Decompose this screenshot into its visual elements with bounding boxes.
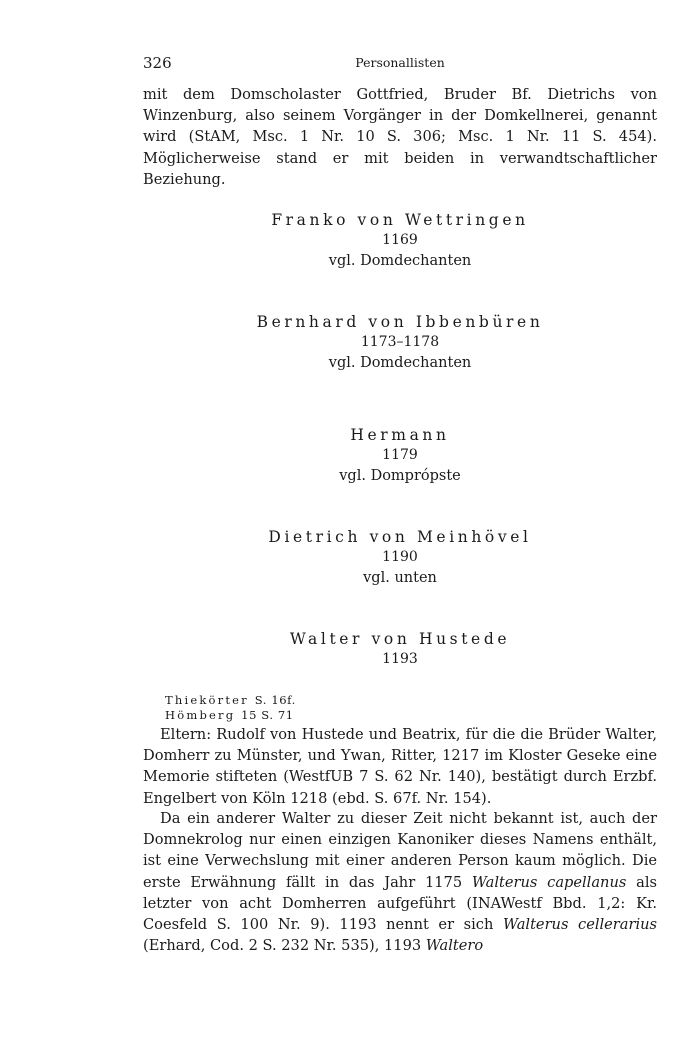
entry-name: Bernhard von Ibbenbüren (256, 313, 544, 331)
latin-quotation: Walterus cellerarius (502, 916, 658, 934)
entry-reference: vgl. unten (363, 570, 437, 586)
literature-reference: 15 S. 71 (241, 708, 294, 722)
literature-entry (165, 708, 294, 723)
entry-date: 1190 (382, 549, 418, 565)
latin-quotation: Waltero (425, 937, 484, 955)
entry-date: 1193 (382, 651, 418, 667)
entry-name: Hermann (350, 426, 450, 444)
latin-quotation: Walterus capellanus (471, 873, 627, 891)
entry-name: Franko von Wettringen (271, 211, 529, 229)
body-paragraph-identification (143, 808, 657, 956)
running-head (143, 54, 657, 76)
entry-walter (143, 629, 657, 669)
entry-date: 1169 (382, 232, 418, 248)
literature-entry (165, 693, 296, 708)
literature-author: Thiekörter (165, 693, 249, 707)
literature-reference: S. 16f. (254, 693, 296, 707)
entry-date: 1179 (382, 447, 418, 463)
entry-name: Dietrich von Meinhövel (268, 528, 532, 546)
literature-author: Hömberg (165, 708, 236, 722)
text-run: Da ein anderer Walter zu dieser Zeit nicht bekannt ist, auch der Domnekrolog nur einen einzigen Kanoniker dieses Namens enthält, ist eine Verwechslung mit einer anderen Person kaum möglich. Die erste Erwähnung fällt in das Jahr 1175 (143, 810, 657, 891)
entry-bernhard (143, 312, 657, 374)
text-run: (Erhard, Cod. 2 S. 232 Nr. 535), 1193 (143, 937, 422, 955)
body-paragraph-parents: Eltern: Rudolf von Hustede und Beatrix, für die die Brüder Walter, Domherr zu Münster, und Ywan, Ritter, 1217 im Kloster Geseke eine Memorie stifteten (WestfUB 7 S. 62 Nr. 140), bestätigt durch Erzbf. Engelbert von Köln 1218 (ebd. S. 67f. Nr. 154). (143, 726, 657, 807)
entry-hermann (143, 425, 657, 487)
intro-paragraph: mit dem Domscholaster Gottfried, Bruder Bf. Dietrichs von Winzenburg, also seinem Vorgänger in der Domkellnerei, genannt wird (StAM, Msc. 1 Nr. 10 S. 306; Msc. 1 Nr. 11 S. 454). Möglicherweise stand er mit beiden in verwandtschaftlicher Beziehung. (143, 86, 657, 188)
entry-date: 1173–1178 (360, 334, 440, 350)
running-title: Personallisten (355, 55, 445, 70)
entry-franko (143, 210, 657, 272)
entry-dietrich (143, 527, 657, 589)
entry-reference: vgl. Domdechanten (328, 355, 472, 371)
page-number: 326 (143, 54, 172, 72)
entry-reference: vgl. Domdechanten (328, 253, 472, 269)
entry-name: Walter von Hustede (289, 630, 511, 648)
text-run: als letzter von acht Domherren aufgeführt (INAWestf Bbd. 1,2: Kr. Coesfeld S. 100 Nr. 9). 1193 nennt er sich (143, 873, 657, 934)
entry-reference: vgl. Domprópste (339, 468, 461, 484)
